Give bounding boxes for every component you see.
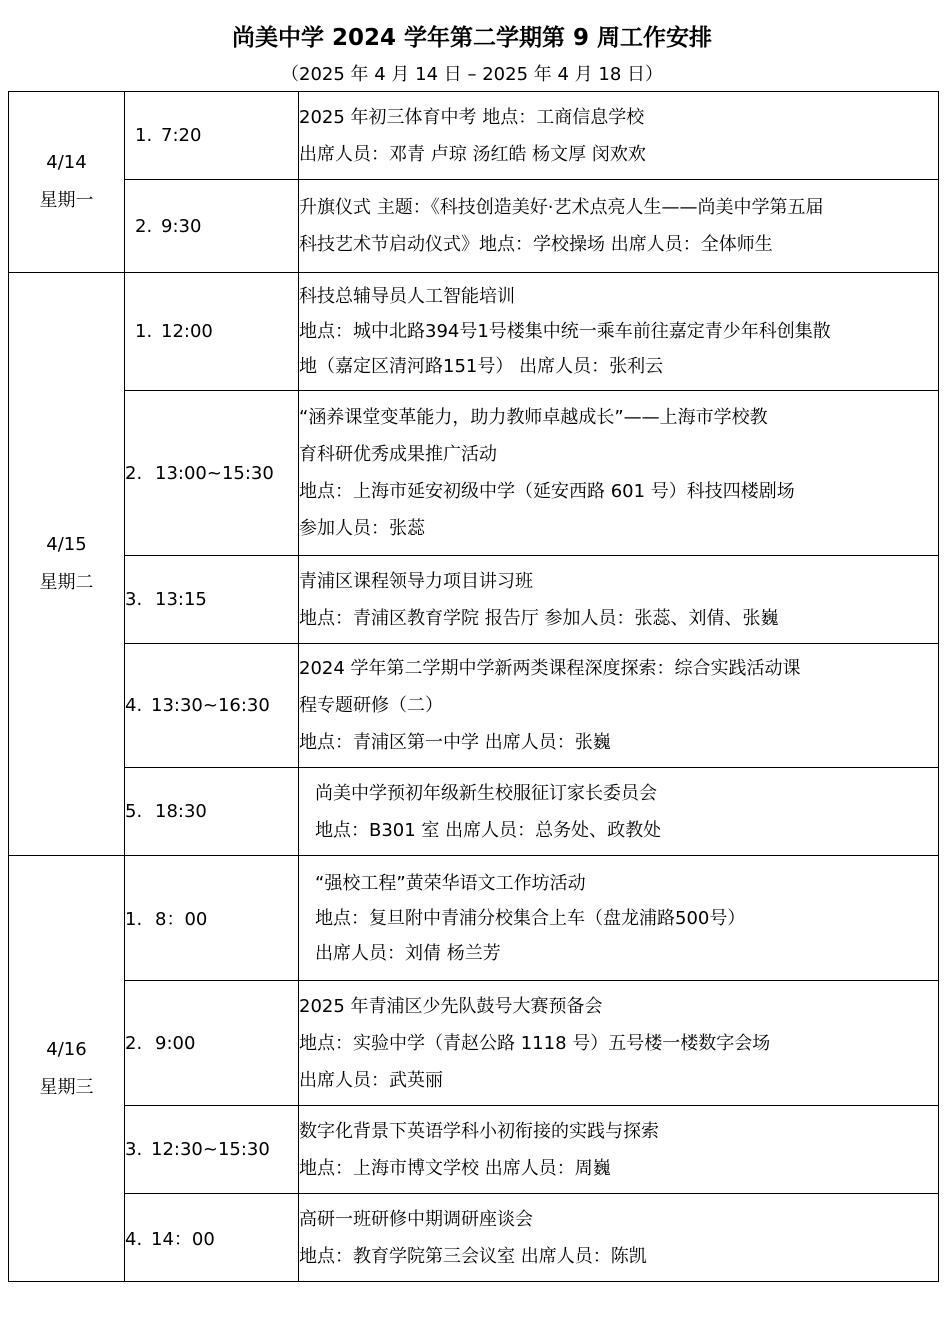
event-description <box>299 768 939 856</box>
table-row <box>9 856 939 981</box>
table-row <box>9 644 939 768</box>
event-line: 出席人员：刘倩 杨兰芳 <box>315 942 501 964</box>
event-line: 尚美中学预初年级新生校服征订家长委员会 <box>315 782 657 804</box>
event-time: 9:00 <box>155 1032 196 1054</box>
event-description <box>299 981 939 1106</box>
event-line: 地点：城中北路394号1号楼集中统一乘车前往嘉定青少年科创集散 <box>299 321 831 342</box>
time-cell <box>125 180 299 273</box>
event-line: 2025 年青浦区少先队鼓号大赛预备会 <box>299 995 603 1017</box>
event-number: 4. <box>125 1228 143 1250</box>
event-line: 科技艺术节启动仪式》地点：学校操场 出席人员：全体师生 <box>299 234 773 255</box>
time-cell <box>125 391 299 556</box>
day-date: 4/15 <box>46 534 87 555</box>
event-line: 2024 学年第二学期中学新两类课程深度探索：综合实践活动课 <box>299 658 801 679</box>
event-time: 12:30~15:30 <box>151 1139 270 1160</box>
table-row <box>9 273 939 391</box>
event-time: 7:20 <box>161 125 202 146</box>
table-row <box>9 981 939 1106</box>
event-line: 出席人员：邓青 卢琼 汤红皓 杨文厚 闵欢欢 <box>299 143 646 165</box>
event-time: 8：00 <box>155 909 208 930</box>
table-row <box>9 1106 939 1194</box>
day-weekday: 星期二 <box>39 572 94 593</box>
event-number: 3. <box>125 1139 143 1160</box>
event-line: 参加人员：张蕊 <box>299 518 425 539</box>
event-description <box>299 273 939 391</box>
table-row <box>9 92 939 180</box>
event-description <box>299 180 939 273</box>
event-line: 地点：B301 室 出席人员：总务处、政教处 <box>315 819 662 841</box>
event-line: 2025 年初三体育中考 地点：工商信息学校 <box>299 106 645 128</box>
date-range-subtitle: （2025 年 4 月 14 日 – 2025 年 4 月 18 日） <box>281 64 663 85</box>
event-number: 3. <box>125 589 143 610</box>
event-time: 9:30 <box>161 215 202 237</box>
event-time: 14：00 <box>151 1228 215 1250</box>
event-line: “涵养课堂变革能力，助力教师卓越成长”——上海市学校教 <box>299 407 768 428</box>
table-row <box>9 768 939 856</box>
event-line: 高研一班研修中期调研座谈会 <box>299 1208 533 1230</box>
day-date: 4/14 <box>46 152 87 173</box>
event-line: 育科研优秀成果推广活动 <box>299 444 497 465</box>
time-cell <box>125 768 299 856</box>
event-line: 地点：教育学院第三会议室 出席人员：陈凯 <box>299 1245 647 1267</box>
table-row <box>9 180 939 273</box>
event-line: “强校工程”黄荣华语文工作坊活动 <box>315 872 586 894</box>
event-number: 2. <box>135 215 153 237</box>
event-line: 地（嘉定区清河路151号） 出席人员：张利云 <box>299 356 664 377</box>
event-line: 地点：实验中学（青赵公路 1118 号）五号楼一楼数字会场 <box>299 1032 771 1054</box>
day-weekday: 星期一 <box>39 190 94 211</box>
event-time: 18:30 <box>155 801 207 822</box>
event-line: 地点：青浦区第一中学 出席人员：张巍 <box>299 732 611 753</box>
event-description <box>299 556 939 644</box>
event-line: 数字化背景下英语学科小初衔接的实践与探索 <box>299 1120 659 1142</box>
event-description <box>299 1106 939 1194</box>
table-row <box>9 556 939 644</box>
event-time: 13:15 <box>155 589 207 610</box>
event-number: 1. <box>125 909 143 930</box>
event-line: 程专题研修（二） <box>299 695 443 716</box>
table-row <box>9 1194 939 1282</box>
table-row <box>9 391 939 556</box>
time-cell <box>125 981 299 1106</box>
event-line: 科技总辅导员人工智能培训 <box>299 286 515 307</box>
page-title: 尚美中学 2024 学年第二学期第 9 周工作安排 <box>231 25 713 51</box>
time-cell <box>125 644 299 768</box>
event-description <box>299 92 939 180</box>
time-cell <box>125 1106 299 1194</box>
event-description <box>299 391 939 556</box>
event-description <box>299 1194 939 1282</box>
time-cell <box>125 273 299 391</box>
event-line: 青浦区课程领导力项目讲习班 <box>299 570 533 592</box>
event-line: 地点：上海市延安初级中学（延安西路 601 号）科技四楼剧场 <box>299 481 795 502</box>
event-time: 12:00 <box>161 321 213 342</box>
event-line: 地点：复旦附中青浦分校集合上车（盘龙浦路500号） <box>315 907 746 929</box>
day-cell-tuesday <box>9 273 125 856</box>
event-line: 地点：青浦区教育学院 报告厅 参加人员：张蕊、刘倩、张巍 <box>299 607 779 629</box>
event-number: 4. <box>125 695 143 716</box>
time-cell <box>125 92 299 180</box>
event-line: 升旗仪式 主题：《科技创造美好·艺术点亮人生——尚美中学第五届 <box>299 197 824 218</box>
time-cell <box>125 556 299 644</box>
day-cell-monday <box>9 92 125 273</box>
time-cell <box>125 856 299 981</box>
day-weekday: 星期三 <box>39 1076 94 1098</box>
event-number: 5. <box>125 801 143 822</box>
event-description <box>299 856 939 981</box>
event-line: 地点：上海市博文学校 出席人员：周巍 <box>299 1157 611 1179</box>
event-number: 2. <box>125 462 143 484</box>
event-number: 1. <box>135 321 153 342</box>
event-number: 2. <box>125 1032 143 1054</box>
day-date: 4/16 <box>46 1038 87 1060</box>
event-time: 13:00~15:30 <box>155 462 274 484</box>
schedule-table <box>8 91 939 1282</box>
event-number: 1. <box>135 125 153 146</box>
day-cell-wednesday <box>9 856 125 1282</box>
event-line: 出席人员：武英丽 <box>299 1069 443 1091</box>
time-cell <box>125 1194 299 1282</box>
event-description <box>299 644 939 768</box>
event-time: 13:30~16:30 <box>151 695 270 716</box>
